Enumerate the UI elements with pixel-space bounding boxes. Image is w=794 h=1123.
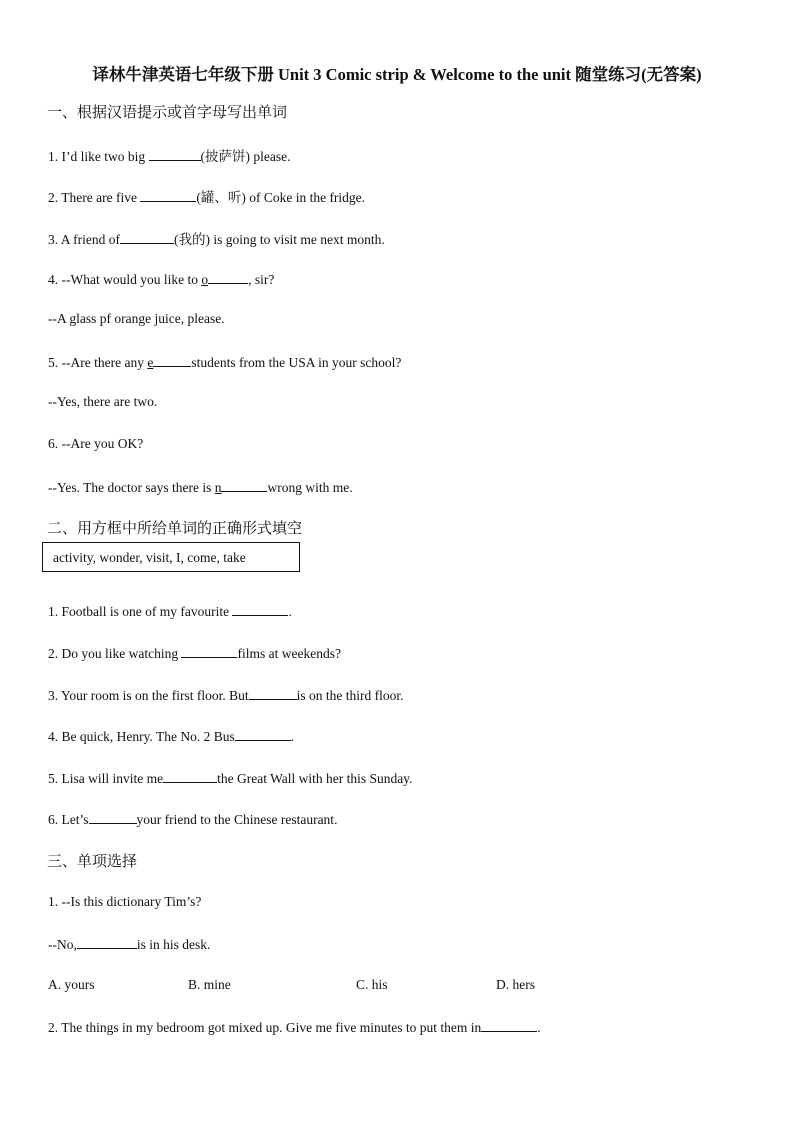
answer-line-1-5: --Yes, there are two. bbox=[48, 394, 158, 409]
option-b[interactable]: B. mine bbox=[188, 977, 231, 992]
option-d[interactable]: D. hers bbox=[496, 977, 535, 992]
question-2-4: 4. Be quick, Henry. The No. 2 Bus . bbox=[48, 729, 295, 744]
answer-blank[interactable] bbox=[120, 230, 174, 244]
answer-line-3-1: --No, is in his desk. bbox=[48, 937, 211, 952]
answer-blank[interactable] bbox=[89, 810, 137, 824]
answer-blank[interactable] bbox=[208, 270, 248, 284]
question-1-3: 3. A friend of (我的) is going to visit me next month. bbox=[48, 232, 385, 247]
answer-blank[interactable] bbox=[153, 353, 191, 367]
section-heading-2: 二、用方框中所给单词的正确形式填空 bbox=[47, 519, 303, 537]
option-a[interactable]: A. yours bbox=[48, 977, 95, 992]
question-3-2: 2. The things in my bedroom got mixed up. Give me five minutes to put them in . bbox=[48, 1020, 541, 1035]
answer-line-1-6: --Yes. The doctor says there is n wrong with me. bbox=[48, 480, 353, 495]
answer-blank[interactable] bbox=[221, 478, 267, 492]
answer-blank[interactable] bbox=[249, 686, 297, 700]
question-2-1: 1. Football is one of my favourite . bbox=[48, 604, 292, 619]
question-1-2: 2. There are five (罐、听) of Coke in the fridge. bbox=[48, 190, 366, 205]
answer-blank[interactable] bbox=[235, 727, 291, 741]
answer-blank[interactable] bbox=[77, 935, 137, 949]
page-title: 译林牛津英语七年级下册 Unit 3 Comic strip & Welcome to the unit 随堂练习(无答案) bbox=[92, 65, 702, 84]
question-1-4: 4. --What would you like to o , sir? bbox=[48, 272, 275, 287]
answer-line-1-4: --A glass pf orange juice, please. bbox=[48, 311, 225, 326]
question-1-5: 5. --Are there any e students from the USA in your school? bbox=[48, 355, 402, 370]
question-1-6: 6. --Are you OK? bbox=[48, 436, 144, 451]
answer-blank[interactable] bbox=[232, 602, 288, 616]
answer-blank[interactable] bbox=[149, 147, 201, 161]
section-heading-3: 三、单项选择 bbox=[47, 852, 138, 870]
answer-blank[interactable] bbox=[181, 644, 237, 658]
word-bank-box: activity, wonder, visit, I, come, take bbox=[42, 542, 300, 572]
question-2-2: 2. Do you like watching films at weekends? bbox=[48, 646, 341, 661]
option-c[interactable]: C. his bbox=[356, 977, 388, 992]
question-2-5: 5. Lisa will invite me the Great Wall with her this Sunday. bbox=[48, 771, 413, 786]
answer-blank[interactable] bbox=[163, 769, 217, 783]
question-2-6: 6. Let’s your friend to the Chinese restaurant. bbox=[48, 812, 338, 827]
question-3-1: 1. --Is this dictionary Tim’s? bbox=[48, 894, 202, 909]
section-heading-1: 一、根据汉语提示或首字母写出单词 bbox=[47, 103, 288, 121]
answer-blank[interactable] bbox=[481, 1018, 537, 1032]
answer-blank[interactable] bbox=[140, 188, 196, 202]
question-2-3: 3. Your room is on the first floor. But is on the third floor. bbox=[48, 688, 404, 703]
question-1-1: 1. I’d like two big (披萨饼) please. bbox=[48, 149, 291, 164]
